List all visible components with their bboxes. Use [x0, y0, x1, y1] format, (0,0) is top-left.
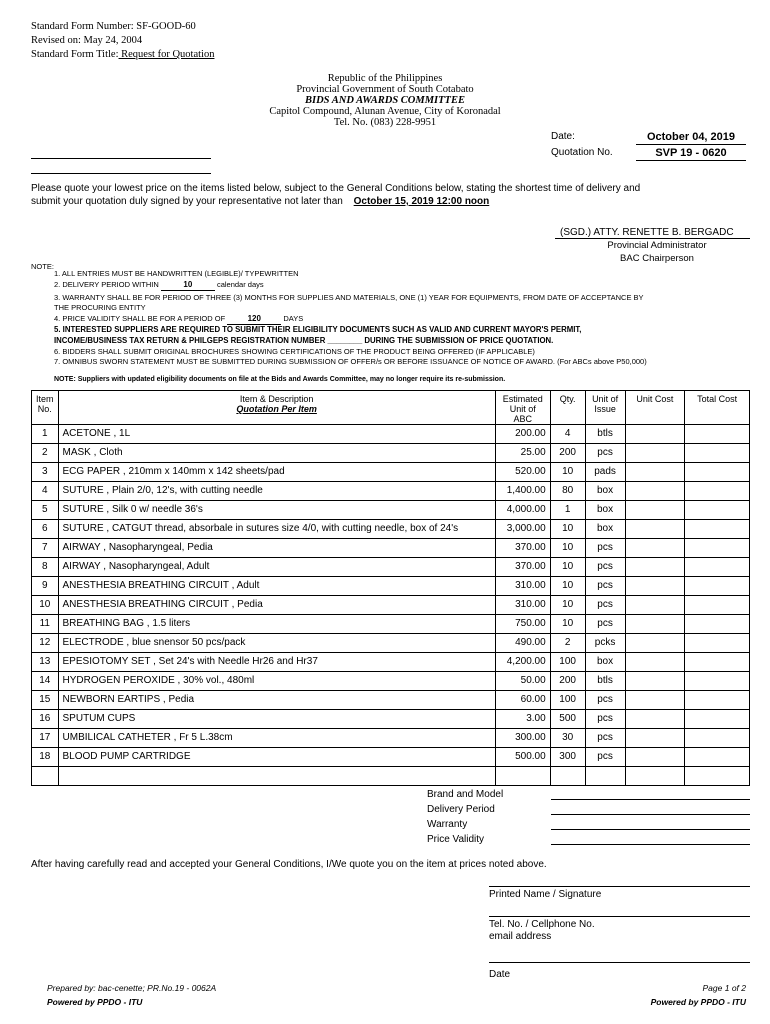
table-row — [32, 425, 750, 444]
note-4 — [54, 314, 303, 325]
note-5a: 5. INTERESTED SUPPLIERS ARE REQUIRED TO SUBMIT THEIR ELIGIBILITY DOCUMENTS SUCH AS VALID AND CURRENT MAYOR'S PERMIT, — [54, 325, 582, 334]
table-row — [32, 691, 750, 710]
note-3b: THE PROCURING ENTITY — [54, 303, 146, 312]
unit-of-issue-cell: pcs — [585, 748, 625, 767]
item-description-cell: UMBILICAL CATHETER , Fr 5 L.38cm — [58, 729, 495, 748]
unit-cost-cell[interactable] — [625, 425, 685, 444]
items-table — [31, 390, 750, 786]
delivery-field[interactable] — [551, 814, 750, 815]
printed-name-label: Printed Name / Signature — [489, 889, 602, 900]
item-description-cell: SUTURE , Silk 0 w/ needle 36's — [58, 501, 495, 520]
quantity-cell: 200 — [550, 672, 585, 691]
intro-line1: Please quote your lowest price on the items listed below, subject to the General Conditions below, stating the shortest time of delivery and — [31, 183, 641, 194]
estimated-cost-cell[interactable] — [495, 767, 550, 786]
table-row — [32, 634, 750, 653]
total-cost-cell[interactable] — [685, 767, 750, 786]
item-no-cell: 7 — [32, 539, 59, 558]
estimated-cost-cell: 4,000.00 — [495, 501, 550, 520]
intro-deadline: October 15, 2019 12:00 noon — [353, 196, 490, 207]
tel-line[interactable] — [489, 916, 750, 917]
header-quotation-per-item: Quotation Per Item — [236, 404, 317, 414]
signature-date-label: Date — [489, 969, 511, 980]
total-cost-cell[interactable] — [685, 653, 750, 672]
item-no-cell: 8 — [32, 558, 59, 577]
table-row — [32, 577, 750, 596]
unit-cost-cell[interactable] — [625, 596, 685, 615]
agency-block — [0, 73, 770, 128]
quantity-cell: 10 — [550, 463, 585, 482]
table-row — [32, 501, 750, 520]
item-description-cell: SUTURE , CATGUT thread, absorbale in sutures size 4/0, with cutting needle, box of 24's — [58, 520, 495, 539]
agency-government: Provincial Government of South Cotabato — [296, 84, 474, 95]
estimated-cost-cell: 200.00 — [495, 425, 550, 444]
estimated-cost-cell: 300.00 — [495, 729, 550, 748]
intro-line2: submit your quotation duly signed by your representative not later than — [31, 196, 343, 207]
note-4-pre: 4. PRICE VALIDITY SHALL BE FOR A PERIOD OF — [54, 314, 226, 323]
note-2 — [54, 280, 264, 291]
unit-cost-cell[interactable] — [625, 672, 685, 691]
total-cost-cell[interactable] — [685, 710, 750, 729]
unit-of-issue-cell: box — [585, 501, 625, 520]
item-description-cell: ACETONE , 1L — [58, 425, 495, 444]
table-row — [32, 539, 750, 558]
estimated-cost-cell: 370.00 — [495, 539, 550, 558]
agency-committee: BIDS AND AWARDS COMMITTEE — [305, 95, 465, 106]
unit-of-issue-cell: btls — [585, 672, 625, 691]
quantity-cell: 4 — [550, 425, 585, 444]
item-description-cell: SUTURE , Plain 2/0, 12's, with cutting needle — [58, 482, 495, 501]
item-no-cell: 9 — [32, 577, 59, 596]
unit-of-issue-cell: pcs — [585, 577, 625, 596]
item-no-cell: 3 — [32, 463, 59, 482]
quantity-cell: 2 — [550, 634, 585, 653]
unit-cost-cell[interactable] — [625, 710, 685, 729]
note-6: 6. BIDDERS SHALL SUBMIT ORIGINAL BROCHURES SHOWING CERTIFICATIONS OF THE PRODUCT BEING OFFERED (IF APPLICABLE) — [54, 347, 535, 356]
agency-tel: Tel. No. (083) 228-9951 — [333, 117, 437, 128]
unit-of-issue-cell: pads — [585, 463, 625, 482]
total-cost-cell[interactable] — [685, 539, 750, 558]
note-2-post: calendar days — [216, 280, 264, 289]
item-description-cell: SPUTUM CUPS — [58, 710, 495, 729]
quantity-cell: 10 — [550, 577, 585, 596]
header-estimated: Estimated Unit of ABC — [495, 391, 550, 425]
table-row — [32, 729, 750, 748]
item-no-cell: 12 — [32, 634, 59, 653]
item-description-cell: MASK , Cloth — [58, 444, 495, 463]
quotation-value: SVP 19 - 0620 — [636, 147, 746, 161]
unit-cost-cell[interactable] — [625, 634, 685, 653]
price-validity-value[interactable]: 120 — [227, 314, 281, 325]
unit-cost-cell[interactable] — [625, 615, 685, 634]
item-description-cell: ANESTHESIA BREATHING CIRCUIT , Pedia — [58, 596, 495, 615]
table-row — [32, 748, 750, 767]
header-unit-of-issue: Unit of Issue — [585, 391, 625, 425]
quantity-cell: 200 — [550, 444, 585, 463]
unit-cost-cell[interactable] — [625, 520, 685, 539]
brand-field[interactable] — [551, 799, 750, 800]
total-cost-cell[interactable] — [685, 615, 750, 634]
warranty-field[interactable] — [551, 829, 750, 830]
estimated-cost-cell: 490.00 — [495, 634, 550, 653]
offer-fields-labels — [427, 787, 503, 847]
estimated-cost-cell: 520.00 — [495, 463, 550, 482]
header-description-title: Item & Description — [239, 394, 314, 404]
unit-cost-cell[interactable] — [625, 501, 685, 520]
quantity-cell: 500 — [550, 710, 585, 729]
header-item-no: Item No. — [32, 391, 59, 425]
form-number: Standard Form Number: SF-GOOD-60 — [31, 21, 196, 32]
quantity-cell[interactable] — [550, 767, 585, 786]
item-no-cell: 4 — [32, 482, 59, 501]
item-description-cell: EPESIOTOMY SET , Set 24's with Needle Hr26 and Hr37 — [58, 653, 495, 672]
item-description-cell: HYDROGEN PEROXIDE , 30% vol., 480ml — [58, 672, 495, 691]
item-description-cell: ECG PAPER , 210mm x 140mm x 142 sheets/pad — [58, 463, 495, 482]
total-cost-cell[interactable] — [685, 634, 750, 653]
item-description-cell: AIRWAY , Nasopharyngeal, Adult — [58, 558, 495, 577]
total-cost-cell[interactable] — [685, 425, 750, 444]
supplier-address-line[interactable] — [31, 173, 211, 174]
date-line[interactable] — [489, 962, 750, 963]
prepared-by: Prepared by: bac-cenette; PR.No.19 - 0062A — [47, 983, 217, 993]
total-cost-cell[interactable] — [685, 501, 750, 520]
quantity-cell: 300 — [550, 748, 585, 767]
quantity-cell: 80 — [550, 482, 585, 501]
note-eligibility: NOTE: Suppliers with updated eligibility documents on file at the Bids and Awards Committee, may no longer require its re-submission. — [54, 376, 506, 383]
item-no-cell: 15 — [32, 691, 59, 710]
estimated-cost-cell: 25.00 — [495, 444, 550, 463]
unit-cost-cell[interactable] — [625, 482, 685, 501]
table-row — [32, 710, 750, 729]
total-cost-cell[interactable] — [685, 558, 750, 577]
estimated-cost-cell: 60.00 — [495, 691, 550, 710]
estimated-cost-cell: 500.00 — [495, 748, 550, 767]
form-title-label: Standard Form Title: — [31, 49, 119, 60]
item-description-cell[interactable] — [58, 767, 495, 786]
notes-label: NOTE: — [31, 262, 54, 271]
page-number: Page 1 of 2 — [702, 983, 746, 993]
item-no-cell: 17 — [32, 729, 59, 748]
unit-cost-cell[interactable] — [625, 691, 685, 710]
estimated-cost-cell: 4,200.00 — [495, 653, 550, 672]
unit-cost-cell[interactable] — [625, 558, 685, 577]
quantity-cell: 30 — [550, 729, 585, 748]
total-cost-cell[interactable] — [685, 482, 750, 501]
total-cost-cell[interactable] — [685, 444, 750, 463]
item-description-cell: BREATHING BAG , 1.5 liters — [58, 615, 495, 634]
note-2-pre: 2. DELIVERY PERIOD WITHIN — [54, 280, 159, 289]
quantity-cell: 10 — [550, 596, 585, 615]
total-cost-cell[interactable] — [685, 596, 750, 615]
signatory-name: (SGD.) ATTY. RENETTE B. BERGADC — [560, 227, 734, 238]
unit-of-issue-cell: box — [585, 520, 625, 539]
item-no-cell: 10 — [32, 596, 59, 615]
date-label: Date: — [551, 131, 575, 142]
table-row — [32, 463, 750, 482]
item-no-cell: 16 — [32, 710, 59, 729]
item-no-cell: 18 — [32, 748, 59, 767]
email-label: email address — [489, 931, 552, 942]
item-description-cell: BLOOD PUMP CARTRIDGE — [58, 748, 495, 767]
unit-cost-cell[interactable] — [625, 729, 685, 748]
note-3a: 3. WARRANTY SHALL BE FOR PERIOD OF THREE (3) MONTHS FOR SUPPLIES AND MATERIALS, ONE (1) YEAR FOR EQUIPMENTS, FROM DATE OF ACCEPTANCE BY — [54, 293, 644, 302]
quantity-cell: 1 — [550, 501, 585, 520]
quantity-cell: 10 — [550, 558, 585, 577]
total-cost-cell[interactable] — [685, 748, 750, 767]
estimated-cost-cell: 3,000.00 — [495, 520, 550, 539]
quantity-cell: 10 — [550, 539, 585, 558]
estimated-cost-cell: 3.00 — [495, 710, 550, 729]
powered-by-right: Powered by PPDO - ITU — [650, 997, 746, 1007]
table-row — [32, 615, 750, 634]
table-row — [32, 520, 750, 539]
estimated-cost-cell: 50.00 — [495, 672, 550, 691]
unit-of-issue-cell: pcs — [585, 596, 625, 615]
table-row — [32, 596, 750, 615]
note-1: 1. ALL ENTRIES MUST BE HANDWRITTEN (LEGIBLE)/ TYPEWRITTEN — [54, 269, 299, 278]
intro-text — [31, 182, 640, 208]
signatory-role: BAC Chairperson — [620, 253, 694, 264]
item-no-cell: 2 — [32, 444, 59, 463]
quantity-cell: 10 — [550, 615, 585, 634]
total-cost-cell[interactable] — [685, 577, 750, 596]
item-description-cell: AIRWAY , Nasopharyngeal, Pedia — [58, 539, 495, 558]
warranty-label: Warranty — [427, 819, 468, 830]
estimated-cost-cell: 310.00 — [495, 577, 550, 596]
quantity-cell: 100 — [550, 653, 585, 672]
form-revised: Revised on: May 24, 2004 — [31, 35, 143, 46]
table-row-empty — [32, 767, 750, 786]
item-no-cell: 5 — [32, 501, 59, 520]
unit-of-issue-cell[interactable] — [585, 767, 625, 786]
estimated-cost-cell: 310.00 — [495, 596, 550, 615]
quotation-label: Quotation No. — [551, 147, 613, 158]
unit-of-issue-cell: btls — [585, 425, 625, 444]
header-description — [58, 391, 495, 425]
item-no-cell: 11 — [32, 615, 59, 634]
validity-label: Price Validity — [427, 834, 485, 845]
item-no-cell: 13 — [32, 653, 59, 672]
agency-republic: Republic of the Philippines — [327, 73, 443, 84]
unit-cost-cell[interactable] — [625, 444, 685, 463]
table-row — [32, 482, 750, 501]
unit-of-issue-cell: pcs — [585, 615, 625, 634]
table-row — [32, 444, 750, 463]
unit-cost-cell[interactable] — [625, 539, 685, 558]
unit-cost-cell[interactable] — [625, 767, 685, 786]
validity-field[interactable] — [551, 844, 750, 845]
quantity-cell: 100 — [550, 691, 585, 710]
form-title-value: Request for Quotation — [118, 49, 215, 60]
item-description-cell: ELECTRODE , blue snensor 50 pcs/pack — [58, 634, 495, 653]
estimated-cost-cell: 750.00 — [495, 615, 550, 634]
date-value: October 04, 2019 — [636, 131, 746, 145]
table-row — [32, 672, 750, 691]
note-4-post: DAYS — [283, 314, 304, 323]
unit-of-issue-cell: pcs — [585, 729, 625, 748]
item-no-cell: 6 — [32, 520, 59, 539]
header-total-cost: Total Cost — [685, 391, 750, 425]
unit-of-issue-cell: box — [585, 653, 625, 672]
total-cost-cell[interactable] — [685, 520, 750, 539]
form-title — [31, 48, 214, 62]
table-row — [32, 558, 750, 577]
unit-of-issue-cell: box — [585, 482, 625, 501]
unit-of-issue-cell: pcks — [585, 634, 625, 653]
unit-of-issue-cell: pcs — [585, 444, 625, 463]
unit-of-issue-cell: pcs — [585, 558, 625, 577]
unit-cost-cell[interactable] — [625, 463, 685, 482]
unit-of-issue-cell: pcs — [585, 691, 625, 710]
signatory-line — [555, 238, 750, 239]
delivery-label: Delivery Period — [427, 804, 495, 815]
closing-statement: After having carefully read and accepted your General Conditions, I/We quote you on the item at prices noted above. — [31, 859, 547, 870]
item-description-cell: NEWBORN EARTIPS , Pedia — [58, 691, 495, 710]
agency-address: Capitol Compound, Alunan Avenue, City of Koronadal — [269, 106, 501, 117]
brand-label: Brand and Model — [427, 789, 504, 800]
quantity-cell: 10 — [550, 520, 585, 539]
estimated-cost-cell: 1,400.00 — [495, 482, 550, 501]
signatory-position: Provincial Administrator — [607, 240, 707, 251]
total-cost-cell[interactable] — [685, 691, 750, 710]
item-no-cell: 1 — [32, 425, 59, 444]
item-no-cell: 14 — [32, 672, 59, 691]
unit-of-issue-cell: pcs — [585, 539, 625, 558]
unit-of-issue-cell: pcs — [585, 710, 625, 729]
tel-label: Tel. No. / Cellphone No. — [489, 919, 595, 930]
header-unit-cost: Unit Cost — [625, 391, 685, 425]
supplier-name-line[interactable] — [31, 158, 211, 159]
header-qty: Qty. — [550, 391, 585, 425]
table-row — [32, 653, 750, 672]
estimated-cost-cell: 370.00 — [495, 558, 550, 577]
item-no-cell[interactable] — [32, 767, 59, 786]
signature-line[interactable] — [489, 886, 750, 887]
total-cost-cell[interactable] — [685, 672, 750, 691]
total-cost-cell[interactable] — [685, 729, 750, 748]
powered-by-left: Powered by PPDO - ITU — [47, 997, 143, 1007]
unit-cost-cell[interactable] — [625, 653, 685, 672]
item-description-cell: ANESTHESIA BREATHING CIRCUIT , Adult — [58, 577, 495, 596]
table-header-row — [32, 391, 750, 425]
note-7: 7. OMNIBUS SWORN STATEMENT MUST BE SUBMITTED DURING SUBMISSION OF OFFER/s OR BEFORE ISSUANCE OF NOTICE OF AWARD. (For ABCs above P50,000) — [54, 357, 647, 366]
total-cost-cell[interactable] — [685, 463, 750, 482]
delivery-days-value[interactable]: 10 — [161, 280, 215, 291]
unit-cost-cell[interactable] — [625, 577, 685, 596]
table-body — [32, 425, 750, 786]
unit-cost-cell[interactable] — [625, 748, 685, 767]
note-5b: INCOME/BUSINESS TAX RETURN & PHILGEPS REGISTRATION NUMBER ________ DURING THE SUBMISSION OF PRICE QUOTATION. — [54, 336, 554, 345]
